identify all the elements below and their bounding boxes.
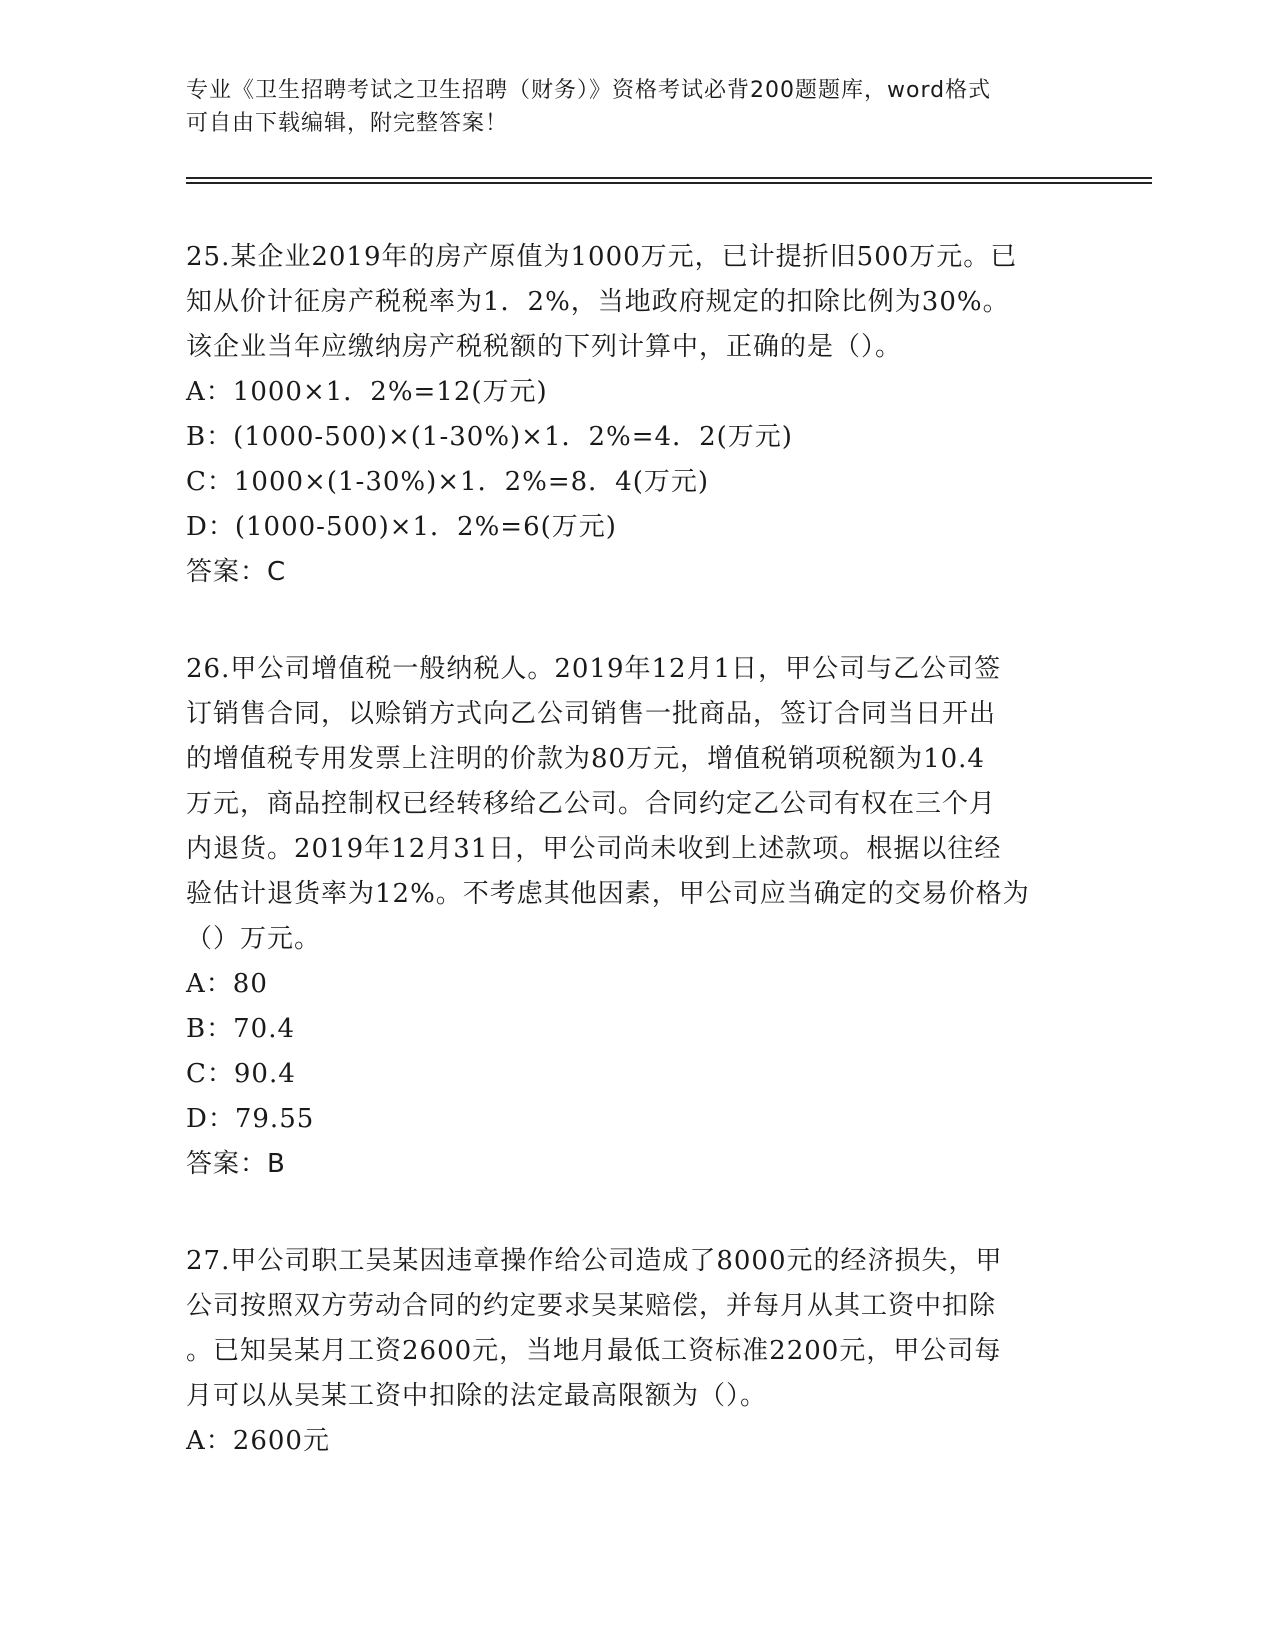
option-d: D：(1000-500)×1．2%=6(万元) bbox=[186, 512, 617, 542]
document-header bbox=[186, 74, 1086, 140]
option-c: C：1000×(1-30%)×1．2%=8．4(万元) bbox=[186, 467, 709, 497]
header-rule-bottom bbox=[186, 182, 1152, 184]
header-line-2: 可自由下载编辑，附完整答案！ bbox=[186, 111, 509, 136]
option-a: A：1000×1．2%=12(万元) bbox=[186, 377, 548, 407]
answer: 答案：B bbox=[186, 1149, 286, 1179]
question-26 bbox=[186, 647, 1086, 1187]
question-list bbox=[186, 235, 1086, 1516]
question-stem-line: 27.甲公司职工吴某因违章操作给公司造成了8000元的经济损失，甲 bbox=[186, 1246, 1003, 1276]
question-stem-line: 月可以从吴某工资中扣除的法定最高限额为（）。 bbox=[186, 1381, 768, 1411]
option-b: B：70.4 bbox=[186, 1014, 295, 1044]
question-stem-line: 公司按照双方劳动合同的约定要求吴某赔偿，并每月从其工资中扣除 bbox=[186, 1291, 997, 1321]
option-a: A：2600元 bbox=[186, 1426, 330, 1456]
question-stem-line: 内退货。2019年12月31日，甲公司尚未收到上述款项。根据以往经 bbox=[186, 834, 1002, 864]
answer: 答案：C bbox=[186, 557, 287, 587]
header-line-1: 专业《卫生招聘考试之卫生招聘（财务）》资格考试必背200题题库，word格式 bbox=[186, 78, 992, 103]
question-stem-line: 验估计退货率为12%。不考虑其他因素，甲公司应当确定的交易价格为 bbox=[186, 879, 1030, 909]
option-c: C：90.4 bbox=[186, 1059, 296, 1089]
question-stem-line: 的增值税专用发票上注明的价款为80万元，增值税销项税额为10.4 bbox=[186, 744, 985, 774]
header-rule-top bbox=[186, 177, 1152, 179]
question-25 bbox=[186, 235, 1086, 595]
question-stem-line: 订销售合同，以赊销方式向乙公司销售一批商品，签订合同当日开出 bbox=[186, 699, 997, 729]
question-stem-line: 该企业当年应缴纳房产税税额的下列计算中，正确的是（）。 bbox=[186, 332, 903, 362]
option-d: D：79.55 bbox=[186, 1104, 315, 1134]
question-stem-line: （）万元。 bbox=[186, 924, 322, 954]
question-stem-line: 。已知吴某月工资2600元，当地月最低工资标准2200元，甲公司每 bbox=[186, 1336, 1002, 1366]
question-27 bbox=[186, 1239, 1086, 1464]
question-stem-line: 25.某企业2019年的房产原值为1000万元，已计提折旧500万元。已 bbox=[186, 242, 1018, 272]
question-stem-line: 知从价计征房产税税率为1．2%，当地政府规定的扣除比例为30%。 bbox=[186, 287, 1010, 317]
question-stem-line: 26.甲公司增值税一般纳税人。2019年12月1日，甲公司与乙公司签 bbox=[186, 654, 1002, 684]
question-stem-line: 万元，商品控制权已经转移给乙公司。合同约定乙公司有权在三个月 bbox=[186, 789, 997, 819]
option-a: A：80 bbox=[186, 969, 268, 999]
option-b: B：(1000-500)×(1-30%)×1．2%=4．2(万元) bbox=[186, 422, 793, 452]
